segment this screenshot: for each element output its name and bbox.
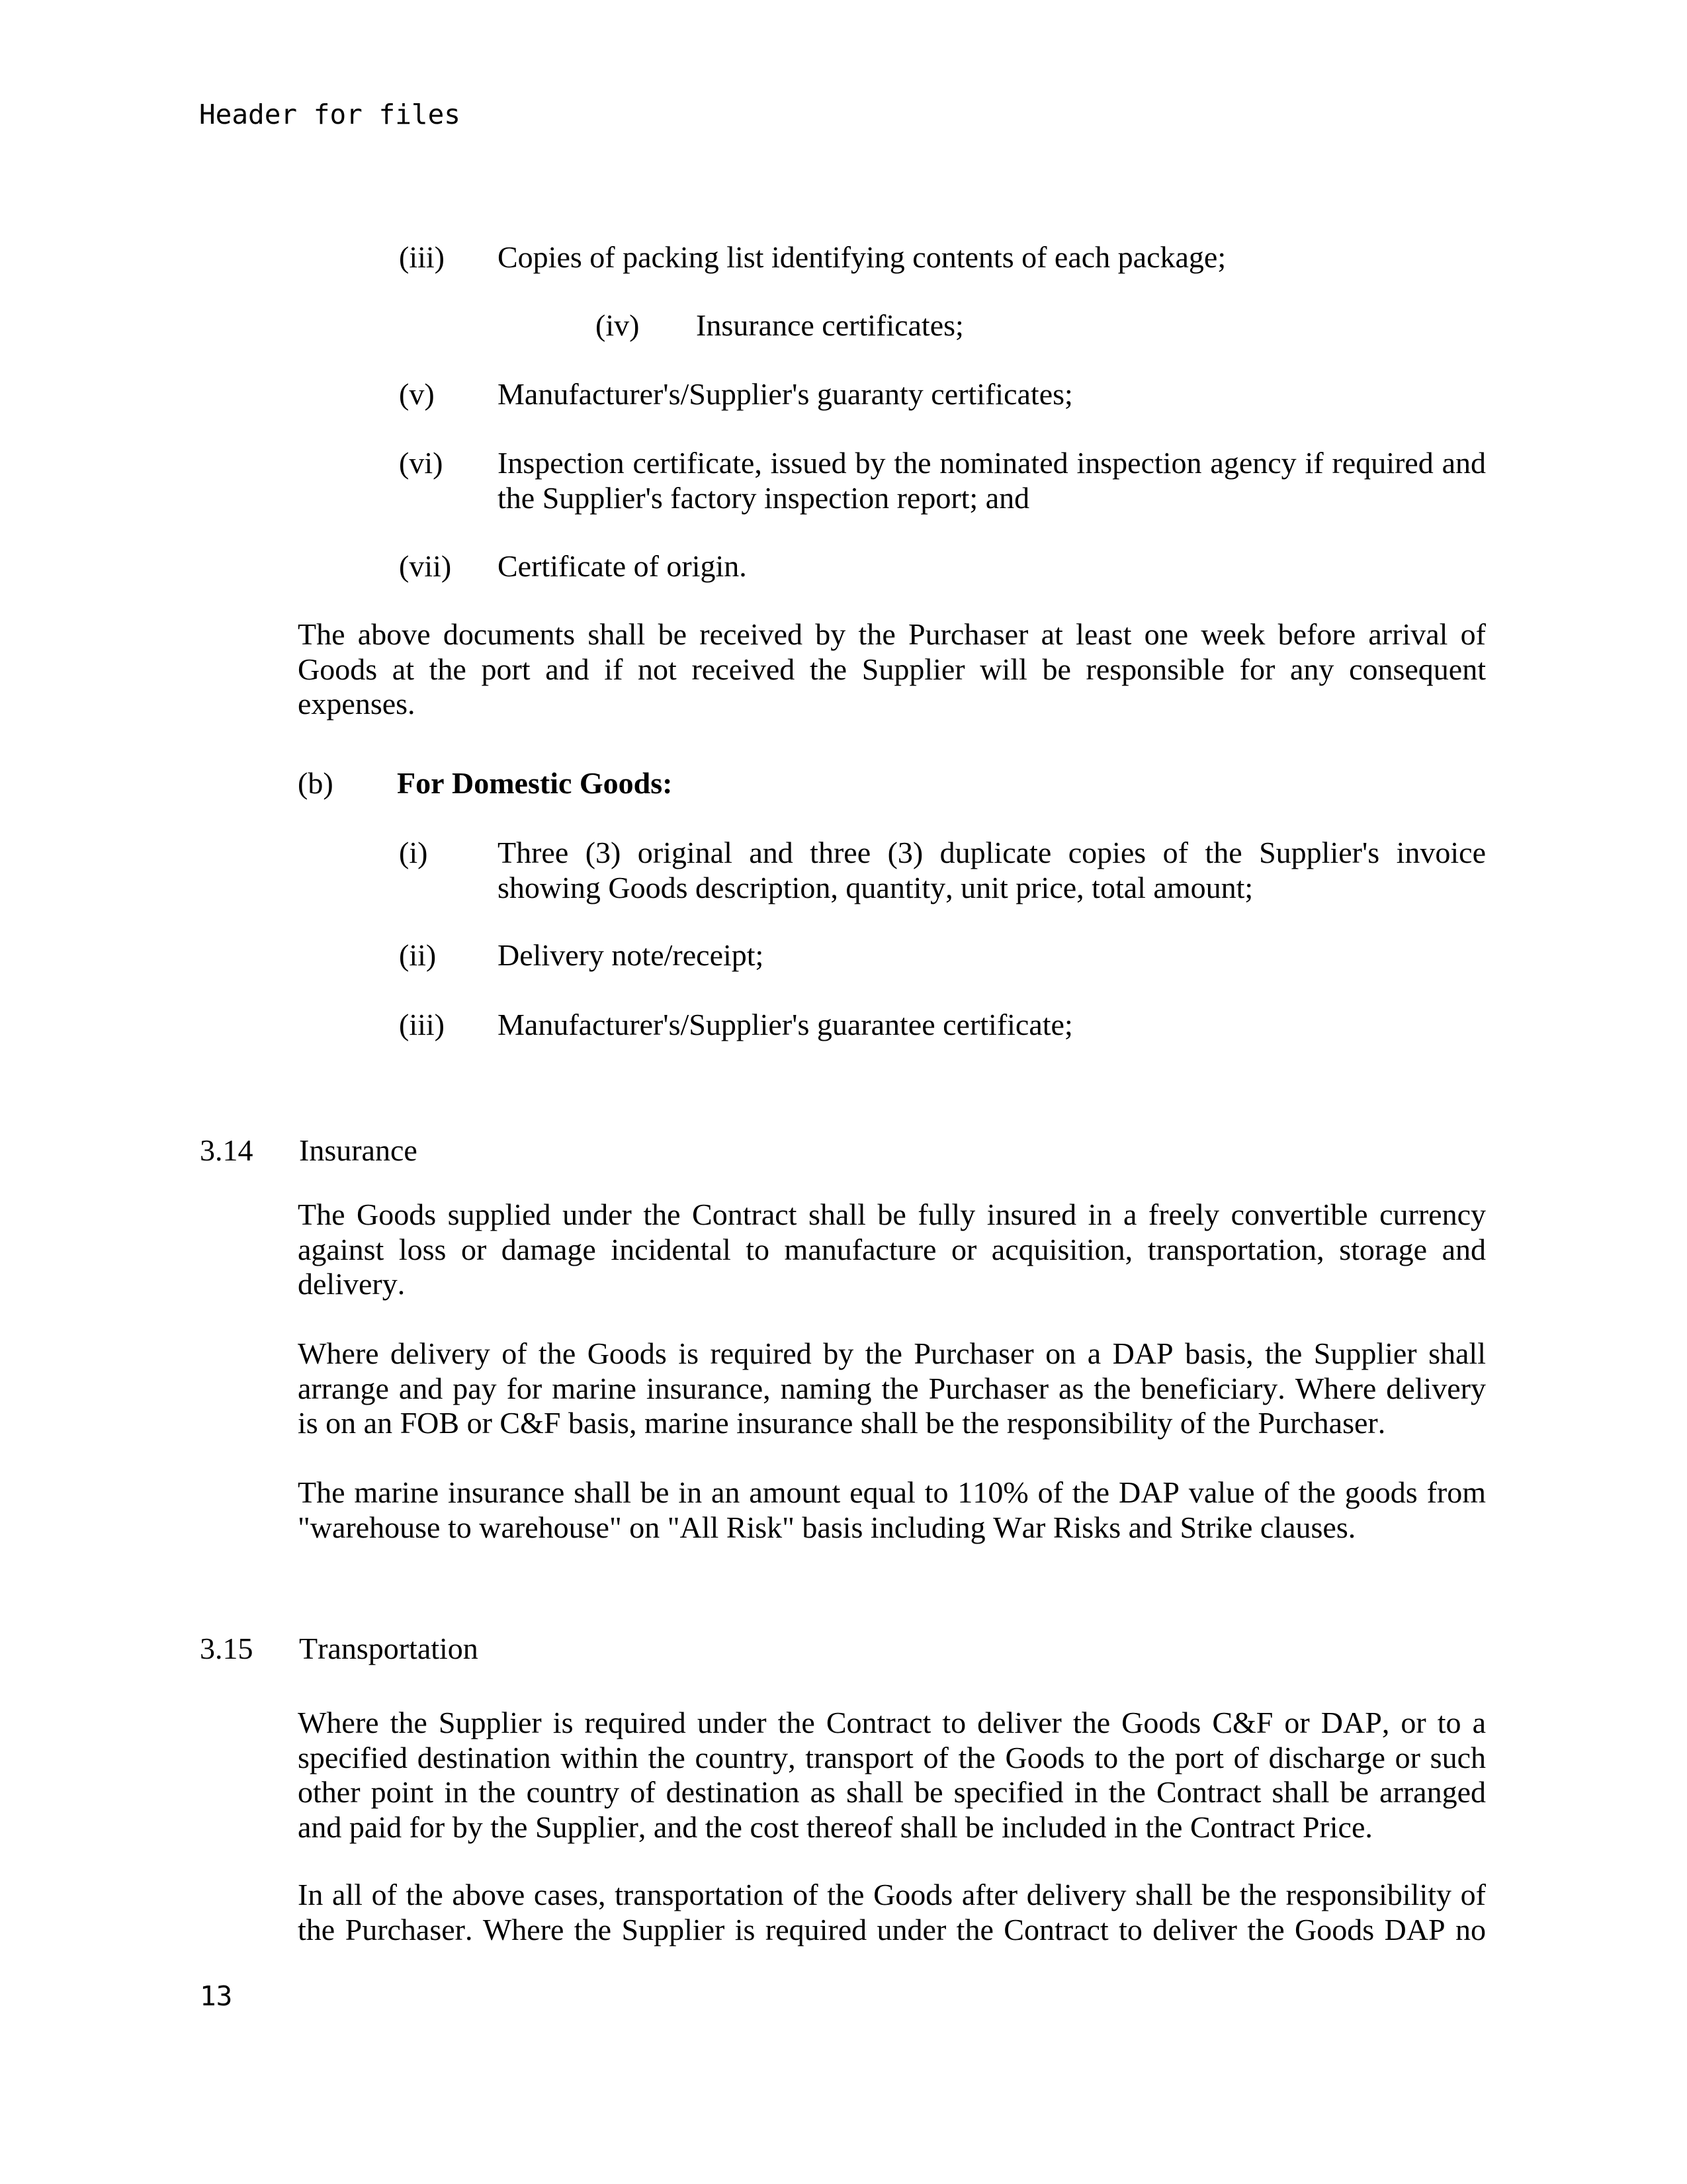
list-marker-iii: (iii) [399,240,445,274]
list-marker-b-iii: (iii) [399,1008,445,1041]
text-line: delivery. [298,1267,406,1301]
text-line: Manufacturer's/Supplier's guarantee certificate; [497,1008,1073,1041]
text-line: expenses. [298,687,415,721]
list-item-vi [399,446,1486,515]
text-line: is on an FOB or C&F basis, marine insurance shall be the responsibility of the Purchaser. [298,1406,1386,1440]
list-marker-v: (v) [399,377,435,411]
list-marker-vi: (vi) [399,446,443,480]
text-line: Where the Supplier is required under the Contract to deliver the Goods C&F or DAP, or to a [298,1706,1486,1739]
text-line: Three (3) original and three (3) duplicate copies of the Supplier's invoice [497,836,1486,869]
text-line: Where delivery of the Goods is required by the Purchaser on a DAP basis, the Supplier shall [298,1336,1486,1370]
text-line: Certificate of origin. [497,549,747,583]
text-line: the Purchaser. Where the Supplier is required under the Contract to deliver the Goods DAP no [298,1912,1486,1946]
paragraph-insurance-3 [298,1475,1486,1545]
text-line: Goods at the port and if not received the Supplier will be responsible for any consequent [298,652,1486,686]
text-line: against loss or damage incidental to manufacture or acquisition, transportation, storage and [298,1232,1486,1266]
clause-b-marker: (b) [298,766,333,800]
paragraph-insurance-2 [298,1336,1486,1441]
text-line: In all of the above cases, transportation of the Goods after delivery shall be the responsibility of [298,1878,1486,1911]
section-heading-3-15 [200,1632,1486,1667]
list-item-vii [399,549,1486,584]
list-item-b-iii [399,1008,1486,1043]
text-line: The above documents shall be received by the Purchaser at least one week before arrival of [298,617,1486,651]
clause-b-title: For Domestic Goods: [397,766,673,800]
text-line: arrange and pay for marine insurance, naming the Purchaser as the beneficiary. Where delivery [298,1371,1486,1405]
list-marker-b-ii: (ii) [399,938,437,972]
text-line: The marine insurance shall be in an amount equal to 110% of the DAP value of the goods from [298,1475,1486,1509]
text-line: other point in the country of destination as shall be specified in the Contract shall be arranged [298,1775,1486,1809]
list-item-iii [399,240,1486,275]
list-item-b-i [399,836,1486,905]
list-marker-vii: (vii) [399,549,452,583]
list-item-iv [595,308,1486,343]
clause-b-heading [298,766,1486,801]
text-line: The Goods supplied under the Contract shall be fully insured in a freely convertible currency [298,1198,1486,1231]
page-header-text: Header for files [199,99,460,130]
text-line: Inspection certificate, issued by the nominated inspection agency if required and [497,446,1486,480]
text-line: Copies of packing list identifying contents of each package; [497,240,1227,274]
paragraph-documents-note [298,617,1486,722]
text-line: the Supplier's factory inspection report; and [497,480,1030,515]
text-line: Insurance certificates; [696,308,964,342]
section-title-insurance: Insurance [299,1133,417,1167]
list-marker-b-i: (i) [399,836,428,869]
text-line: "warehouse to warehouse" on "All Risk" basis including War Risks and Strike clauses. [298,1510,1356,1544]
list-item-b-ii [399,938,1486,973]
section-heading-3-14 [200,1133,1486,1168]
paragraph-insurance-1 [298,1198,1486,1302]
section-number-3-14: 3.14 [200,1133,253,1167]
list-marker-iv: (iv) [595,308,640,342]
text-line: and paid for by the Supplier, and the cost thereof shall be included in the Contract Price. [298,1810,1373,1844]
text-line: specified destination within the country, transport of the Goods to the port of discharge or such [298,1740,1486,1774]
paragraph-transportation-2 [298,1878,1486,1947]
section-number-3-15: 3.15 [200,1632,253,1665]
page-number: 13 [200,1980,233,2012]
text-line: showing Goods description, quantity, unit price, total amount; [497,870,1254,904]
paragraph-transportation-1 [298,1706,1486,1845]
text-line: Manufacturer's/Supplier's guaranty certificates; [497,377,1073,411]
section-title-transportation: Transportation [299,1632,478,1665]
list-item-v [399,377,1486,412]
text-line: Delivery note/receipt; [497,938,764,972]
